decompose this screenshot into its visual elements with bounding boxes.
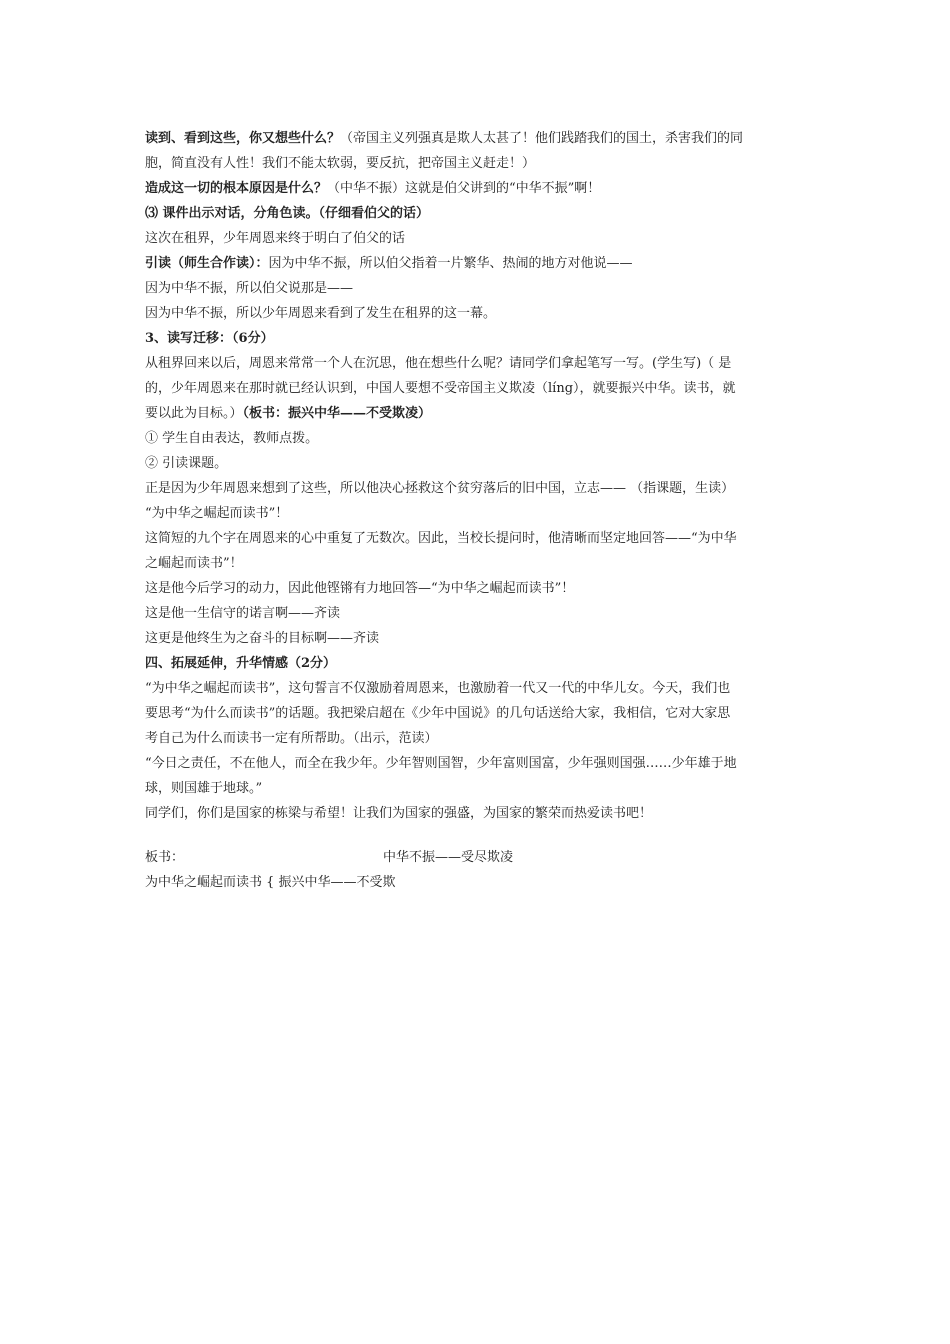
text-line [145,376,810,401]
body-text: 这是他一生信守的诺言啊——齐读 [145,606,341,621]
bold-text: （板书：振兴中华——不受欺凌） [242,406,432,421]
bold-text: 造成这一切的根本原因是什么？ [145,181,328,196]
body-text: 球，则国雄于地球。” [145,781,263,796]
body-text: 这次在租界，少年周恩来终于明白了伯父的话 [145,231,406,246]
text-line [145,401,810,426]
blackboard-item-1: 中华不振——受尽欺凌 [383,850,514,865]
body-text: 因为中华不振，所以伯父指着一片繁华、热闹的地方对他说—— [268,256,633,271]
body-text: 要思考“为什么而读书”的话题。我把梁启超在《少年中国说》的几句话送给大家，我相信，它对大家思 [145,706,731,721]
body-text: 要以此为目标。） [145,406,243,421]
text-line [145,526,810,551]
text-line [145,701,810,726]
text-line [145,751,810,776]
text-line [145,451,810,476]
text-line [145,226,810,251]
text-line [145,151,810,176]
blackboard-label: 板书： [145,850,185,865]
body-text: 这是他今后学习的动力，因此他铿锵有力地回答—“为中华之崛起而读书”！ [145,581,575,596]
text-line [145,676,810,701]
bold-text: 3、读写迁移：（6分） [145,331,274,346]
text-line [145,576,810,601]
body-text: “为中华之崛起而读书”，这句誓言不仅激励着周恩来，也激励着一代又一代的中华儿女。今天，我们也 [145,681,731,696]
text-line [145,501,810,526]
body-text: 这更是他终生为之奋斗的目标啊——齐读 [145,631,380,646]
text-line [145,326,810,351]
body-text: 正是因为少年周恩来想到了这些，所以他决心拯救这个贫穷落后的旧中国，立志—— （指课题，生读） [145,481,735,496]
text-line [145,176,810,201]
text-line [145,551,810,576]
body-text: 从租界回来以后，周恩来常常一个人在沉思，他在想些什么呢？请同学们拿起笔写一写。(学生写)（ 是 [145,356,732,371]
body-text: （中华不振）这就是伯父讲到的“中华不振”啊！ [327,181,601,196]
body-text: ② 引读课题。 [145,456,228,471]
text-line [145,801,810,826]
spacer [145,826,810,845]
body-text: 考自己为什么而读书一定有所帮助。（出示，范读） [145,731,438,746]
body-text: 因为中华不振，所以少年周恩来看到了发生在租界的这一幕。 [145,306,497,321]
body-text: 胞，简直没有人性！我们不能太软弱，要反抗，把帝国主义赶走！） [145,156,536,171]
body-text: 因为中华不振，所以伯父说那是—— [145,281,354,296]
body-text: “今日之责任，不在他人，而全在我少年。少年智则国智，少年富则国富，少年强则国强……少年雄于地 [145,756,737,771]
body-text: “为中华之崛起而读书”！ [145,506,289,521]
text-line [145,651,810,676]
text-line [145,726,810,751]
body-text: ① 学生自由表达，教师点拨。 [145,431,319,446]
document-body [145,126,810,895]
text-line [145,476,810,501]
body-text: 同学们，你们是国家的栋梁与希望！让我们为国家的强盛，为国家的繁荣而热爱读书吧！ [145,806,653,821]
body-text: 的，少年周恩来在那时就已经认识到，中国人要想不受帝国主义欺凌（líng），就要振兴中华。读书，就 [145,381,736,396]
blackboard-row-2 [145,870,810,895]
text-lines [145,126,810,826]
text-line [145,301,810,326]
text-line [145,626,810,651]
body-text: （帝国主义列强真是欺人太甚了！他们践踏我们的国土，杀害我们的同 [340,131,744,146]
bold-text: 读到、看到这些，你又想些什么？ [145,131,341,146]
text-line [145,126,810,151]
text-line [145,251,810,276]
blackboard-row-1 [145,845,810,870]
blackboard-item-2: 为中华之崛起而读书 { 振兴中华——不受欺 [145,875,396,890]
text-line [145,426,810,451]
bold-text: 四、拓展延伸，升华情感（2分） [145,656,337,671]
text-line [145,776,810,801]
text-line [145,351,810,376]
body-text: 之崛起而读书”！ [145,556,243,571]
text-line [145,201,810,226]
text-line [145,276,810,301]
bold-text: 引读（师生合作读）： [145,256,269,271]
text-line [145,601,810,626]
bold-text: ⑶ 课件出示对话，分角色读。（仔细看伯父的话） [145,206,430,221]
body-text: 这简短的九个字在周恩来的心中重复了无数次。因此，当校长提问时，他清晰而坚定地回答——“为中华 [145,531,737,546]
